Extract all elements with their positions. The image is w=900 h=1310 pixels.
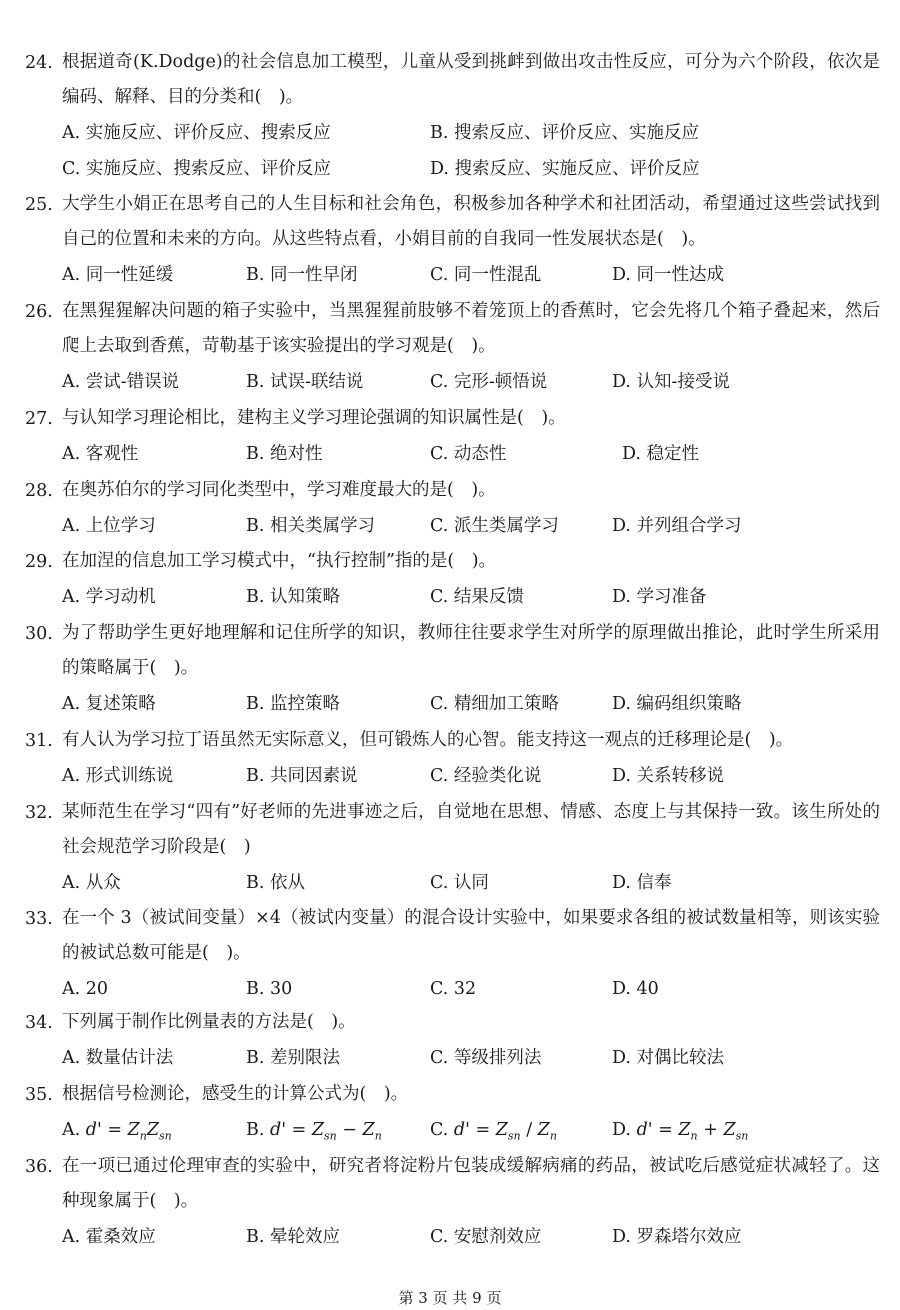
option-c: C. 结果反馈 [430,587,524,607]
option-b: B. 晕轮效应 [246,1227,340,1247]
option-d: D. 同一性达成 [612,265,725,285]
option-d: D. 并列组合学习 [612,516,742,536]
formula-var: Z [495,1120,508,1140]
option-d: D. 信奉 [612,873,672,893]
question-29 [0,547,900,615]
option-d: D. 40 [612,979,659,999]
option-letter: D. [612,1120,631,1140]
formula-eq: = [101,1120,128,1140]
option-row [0,1112,900,1148]
formula-sub: n [374,1129,382,1143]
question-26 [0,297,900,400]
option-b: B. 相关类属学习 [246,516,375,536]
option-letter: C. [430,1120,449,1140]
question-34 [0,1008,900,1076]
question-stem: 下列属于制作比例量表的方法是( )。 [62,1012,356,1032]
option-d: D. 关系转移说 [612,766,725,786]
option-a: A. 同一性延缓 [62,265,174,285]
option-a: A. 从众 [62,873,121,893]
option-c: C. 同一性混乱 [430,265,542,285]
option-row [0,436,900,472]
formula-sub: sn [324,1129,337,1143]
option-b: B. 依从 [246,873,305,893]
question-24 [0,48,900,187]
option-row [0,1040,900,1076]
question-stem: 大学生小娟正在思考自己的人生目标和社会角色，积极参加各种学术和社团活动，希望通过这些尝试找到自己的位置和未来的方向。从这些特点看，小娟目前的自我同一性发展状态是( )。 [62,194,880,249]
formula-sub: sn [507,1129,521,1143]
option-a: A. 客观性 [62,444,139,464]
question-number: 36. [25,1157,53,1177]
formula-var: Z [362,1120,375,1140]
formula-lhs: d' [453,1120,470,1140]
question-31 [0,726,900,794]
page-footer: 第 3 页 共 9 页 [398,1289,502,1307]
option-a: A. 上位学习 [62,516,156,536]
question-stem: 根据道奇(K.Dodge)的社会信息加工模型，儿童从受到挑衅到做出攻击性反应，可分为六个阶段，依次是编码、解释、目的分类和( )。 [62,52,880,107]
question-stem: 根据信号检测论，感受生的计算公式为( )。 [62,1084,409,1104]
option-d: D. 罗森塔尔效应 [612,1227,742,1247]
option-d: D. 编码组织策略 [612,694,742,714]
option-b: B. 绝对性 [246,444,323,464]
option-a: A. 数量估计法 [62,1048,174,1068]
question-35 [0,1080,900,1148]
formula-sub: n [690,1129,698,1143]
option-row [0,257,900,293]
formula-op: + [697,1120,724,1140]
formula-var: Z [678,1120,691,1140]
option-row [0,971,900,1007]
question-number: 31. [25,731,53,751]
option-b: B. 同一性早闭 [246,265,358,285]
option-a: A. 20 [62,979,109,999]
question-number: 34. [25,1013,53,1033]
option-c: C. 认同 [430,873,489,893]
option-letter: B. [246,1120,265,1140]
option-d: D. 学习准备 [612,587,707,607]
question-stem: 在加涅的信息加工学习模式中，“执行控制”指的是( )。 [62,551,497,571]
option-d: D. 搜索反应、实施反应、评价反应 [430,159,700,179]
formula-var: Z [311,1120,324,1140]
option-row [0,151,900,187]
option-row [0,1219,900,1255]
question-stem: 在一个 3（被试间变量）×4（被试内变量）的混合设计实验中，如果要求各组的被试数量相等，则该实验的被试总数可能是( )。 [62,908,880,963]
question-25 [0,190,900,293]
question-number: 26. [25,302,53,322]
option-row [0,758,900,794]
question-number: 33. [25,909,53,929]
formula-lhs: d' [85,1120,102,1140]
option-row [0,579,900,615]
option-row [0,508,900,544]
formula-op: − [336,1120,363,1140]
option-c: C. 精细加工策略 [430,694,559,714]
question-number: 30. [25,624,53,644]
formula-lhs: d' [636,1120,653,1140]
formula-var: Z [127,1120,140,1140]
question-32 [0,798,900,901]
formula-eq: = [652,1120,679,1140]
option-b: B. 差别限法 [246,1048,340,1068]
formula-eq: = [469,1120,496,1140]
option-b: B. 搜索反应、评价反应、实施反应 [430,123,699,143]
formula-op: / [520,1120,538,1140]
option-a: A. 霍桑效应 [62,1227,156,1247]
option-a: A. 复述策略 [62,694,156,714]
option-row [0,364,900,400]
question-stem: 为了帮助学生更好地理解和记住所学的知识，教师往往要求学生对所学的原理做出推论，此时学生所采用的策略属于( )。 [62,623,880,678]
option-d: D. 稳定性 [622,444,700,464]
formula-lhs: d' [270,1120,287,1140]
option-row [0,865,900,901]
option-c: C. 32 [430,979,477,999]
option-b: B. 试误-联结说 [246,372,364,392]
question-30 [0,619,900,722]
question-33 [0,904,900,1007]
option-a: A. 尝试-错误说 [62,372,180,392]
question-28 [0,476,900,544]
formula-var: Z [146,1120,160,1140]
question-stem: 在一项已通过伦理审查的实验中，研究者将淀粉片包装成缓解病痛的药品，被试吃后感觉症状减轻了。这种现象属于( )。 [62,1156,880,1211]
question-27 [0,404,900,472]
option-a: A. 实施反应、评价反应、搜索反应 [62,123,331,143]
option-b: B. 认知策略 [246,587,340,607]
question-number: 27. [25,409,53,429]
option-d: D. 对偶比较法 [612,1048,725,1068]
question-number: 28. [25,481,53,501]
question-number: 24. [25,53,53,73]
formula-var: Z [537,1120,550,1140]
option-c: C. 安慰剂效应 [430,1227,542,1247]
option-c: C. 完形-顿悟说 [430,372,548,392]
question-stem: 某师范生在学习“四有”好老师的先进事迹之后，自觉地在思想、情感、态度上与其保持一致。该生所处的社会规范学习阶段是( ) [62,802,880,857]
option-c: C. 动态性 [430,444,507,464]
option-a: A. 学习动机 [62,587,156,607]
option-b: B. 共同因素说 [246,766,358,786]
option-c: C. 等级排列法 [430,1048,542,1068]
question-stem: 在奥苏伯尔的学习同化类型中，学习难度最大的是( )。 [62,480,496,500]
option-d: D. 认知-接受说 [612,372,730,392]
question-stem: 在黑猩猩解决问题的箱子实验中，当黑猩猩前肢够不着笼顶上的香蕉时，它会先将几个箱子叠起来，然后爬上去取到香蕉，苛勒基于该实验提出的学习观是( )。 [62,301,880,356]
option-c: C. 经验类化说 [430,766,542,786]
option-c: C. 派生类属学习 [430,516,559,536]
option-a: A. 形式训练说 [62,766,174,786]
question-number: 35. [25,1085,53,1105]
option-letter: A. [62,1120,81,1140]
question-number: 29. [25,552,53,572]
option-c: C. 实施反应、搜索反应、评价反应 [62,159,331,179]
question-number: 32. [25,803,53,823]
option-b: B. 30 [246,979,293,999]
question-stem: 与认知学习理论相比，建构主义学习理论强调的知识属性是( )。 [62,408,566,428]
formula-sub: n [549,1129,557,1143]
question-stem: 有人认为学习拉丁语虽然无实际意义，但可锻炼人的心智。能支持这一观点的迁移理论是( )。 [62,730,794,750]
formula-sub: sn [735,1129,749,1143]
option-b: B. 监控策略 [246,694,340,714]
formula-sub: n [139,1129,147,1143]
formula-sub: sn [159,1129,172,1143]
question-number: 25. [25,195,53,215]
formula-var: Z [723,1120,736,1140]
option-row [0,686,900,722]
question-36 [0,1152,900,1255]
formula-eq: = [286,1120,312,1140]
option-row [0,115,900,151]
